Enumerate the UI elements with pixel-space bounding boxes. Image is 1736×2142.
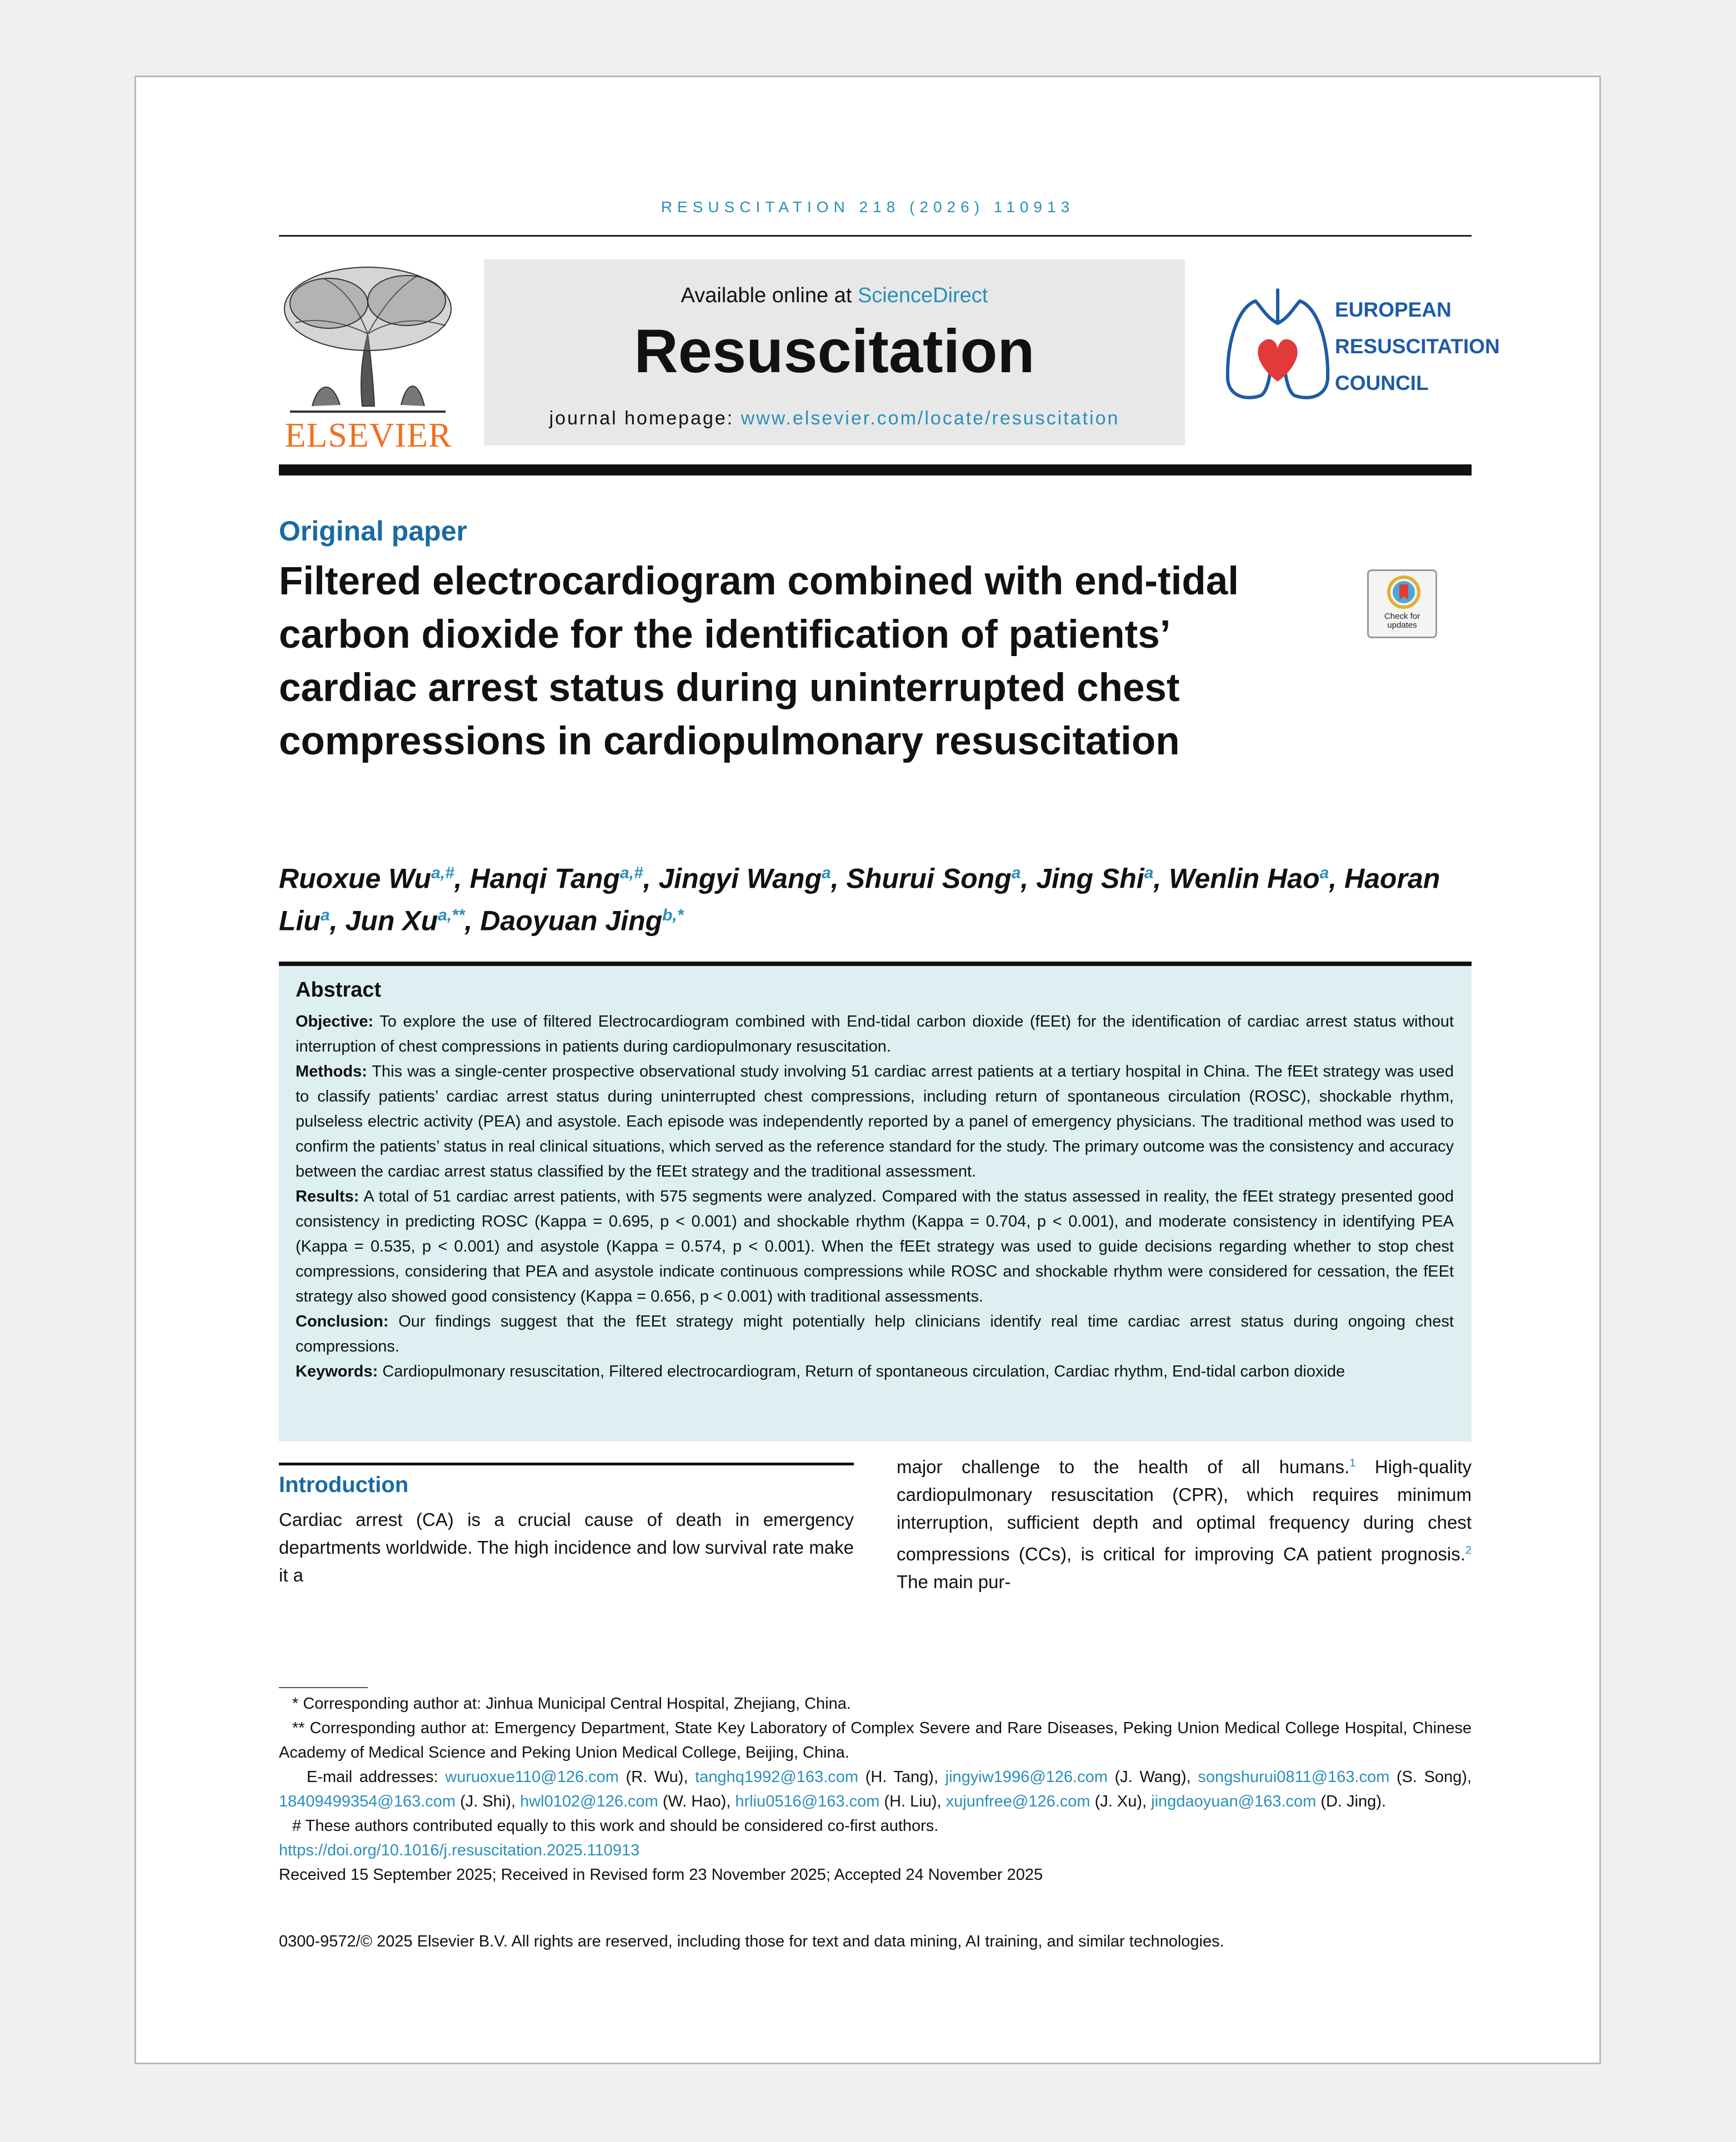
crossmark-icon: [1387, 575, 1420, 610]
introduction-rule: [279, 1463, 854, 1465]
journal-banner: [484, 259, 1185, 446]
received-dates: Received 15 September 2025; Received in Revised form 23 November 2025; Accepted 24 November 2025: [279, 1866, 1043, 1884]
author-name[interactable]: Jingyi Wang: [658, 863, 822, 894]
abstract-box: [279, 966, 1472, 1442]
footnote-rule: [279, 1687, 368, 1688]
abstract-body: [296, 1009, 1454, 1384]
corresponding-author-2: ** Corresponding author at: Emergency Department, State Key Laboratory of Complex Severe and Rare Diseases, Peking Union Medical College Hospital, Chinese Academy of Medical Science and Peking Union Medical College, Beijing, China.: [279, 1719, 1472, 1761]
article-type: Original paper: [279, 516, 467, 547]
reference-link-1[interactable]: 1: [1349, 1457, 1356, 1469]
abstract-heading: Abstract: [296, 978, 382, 1002]
email-owner: (J. Wang),: [1107, 1768, 1198, 1786]
intro-paragraph-2: [897, 1449, 1472, 1596]
objective-label: Objective:: [296, 1013, 374, 1030]
author-name[interactable]: Hanqi Tang: [469, 863, 620, 894]
email-link[interactable]: songshurui0811@163.com: [1198, 1768, 1390, 1786]
results-text: A total of 51 cardiac arrest patients, with 575 segments were analyzed. Compared with the status assessed in reality, the fEEt strategy presented good consistency in predicting ROSC (Kappa = 0.695, p < 0.001) and shockable rhythm (Kappa = 0.704, p < 0.001), and moderate consistency in identifying PEA (Kappa = 0.535, p < 0.001) and asystole (Kappa = 0.574, p < 0.001). When the fEEt strategy was used to guide decisions regarding whether to stop chest compressions, considering that PEA and asystole indicate continuous compressions while ROSC and shockable rhythm were considered for cessation, the fEEt strategy also showed good consistency (Kappa = 0.656, p < 0.001) with traditional assessments.: [296, 1188, 1454, 1305]
conclusion-label: Conclusion:: [296, 1313, 389, 1330]
check-for-updates-label: Check for updates: [1384, 612, 1420, 630]
copyright-line: 0300-9572/© 2025 Elsevier B.V. All rights are reserved, including those for text and data mining, AI training, and similar technologies.: [279, 1933, 1224, 1950]
email-owner: (D. Jing).: [1316, 1793, 1386, 1810]
body-column-right: [897, 1449, 1472, 1596]
abstract-keywords: [296, 1359, 1454, 1384]
introduction-heading: Introduction: [279, 1473, 409, 1497]
masthead-rule: [279, 464, 1472, 476]
email-link[interactable]: 18409499354@163.com: [279, 1793, 456, 1810]
author-name[interactable]: Daoyuan Jing: [480, 905, 663, 937]
sciencedirect-link[interactable]: ScienceDirect: [857, 284, 988, 307]
keywords-label: Keywords:: [296, 1363, 378, 1380]
author-affiliation[interactable]: a,#: [619, 864, 643, 882]
email-link[interactable]: wuruoxue110@126.com: [445, 1768, 619, 1786]
email-label: E-mail addresses:: [307, 1768, 446, 1786]
homepage-prefix: journal homepage:: [549, 408, 741, 429]
author-affiliation[interactable]: a: [1011, 864, 1021, 882]
abstract-methods: [296, 1059, 1454, 1184]
methods-text: This was a single-center prospective observational study involving 51 cardiac arrest patients at a tertiary hospital in China. The fEEt strategy was used to classify patients’ cardiac arrest status during uninterrupted chest compressions, including return of spontaneous circulation (ROSC), shockable rhythm, pulseless electric activity (PEA) and asystole. Each episode was independently reported by a panel of emergency physicians. The traditional method was used to confirm the patients’ status in real clinical situations, which served as the reference standard for the study. The primary outcome was the consistency and accuracy between the cardiac arrest status classified by the fEEt strategy and the traditional assessment.: [296, 1063, 1454, 1180]
email-link[interactable]: hrliu0516@163.com: [735, 1793, 880, 1810]
author-affiliation[interactable]: a: [822, 864, 831, 882]
author-name[interactable]: Wenlin Hao: [1169, 863, 1320, 894]
methods-label: Methods:: [296, 1063, 367, 1080]
erc-line-1: EUROPEAN: [1335, 298, 1452, 321]
email-owner: (H. Liu),: [879, 1793, 946, 1810]
available-online: [484, 284, 1185, 308]
header-rule: [279, 235, 1472, 237]
lungs-heart-icon: [1222, 284, 1333, 412]
available-prefix: Available online at: [681, 284, 858, 307]
author-affiliation[interactable]: b,*: [662, 905, 684, 924]
check-for-updates-button[interactable]: [1367, 569, 1437, 638]
intro-text-b: High-quality cardiopulmonary resuscitation (CPR), which requires minimum interruption, sufficient depth and optimal frequency during chest compressions (CCs), is critical for improving CA patient prognosis.: [897, 1457, 1472, 1564]
author-name[interactable]: Shurui Song: [846, 863, 1012, 894]
email-owner: (W. Hao),: [658, 1793, 736, 1810]
doi-link[interactable]: https://doi.org/10.1016/j.resuscitation.2025.110913: [279, 1841, 640, 1859]
reference-link-2[interactable]: 2: [1465, 1544, 1472, 1557]
abstract-objective: [296, 1009, 1454, 1059]
footnotes: [279, 1691, 1472, 1887]
intro-text-a: major challenge to the health of all humans.: [897, 1457, 1350, 1477]
keywords-text: Cardiopulmonary resuscitation, Filtered electrocardiogram, Return of spontaneous circulation, Cardiac rhythm, End-tidal carbon dioxide: [382, 1363, 1345, 1380]
email-owner: (J. Xu),: [1090, 1793, 1152, 1810]
email-owner: (R. Wu),: [618, 1768, 696, 1786]
email-link[interactable]: tanghq1992@163.com: [695, 1768, 859, 1786]
email-owner: (S. Song),: [1389, 1768, 1472, 1786]
results-label: Results:: [296, 1188, 359, 1205]
email-link[interactable]: jingyiw1996@126.com: [945, 1768, 1108, 1786]
email-link[interactable]: xujunfree@126.com: [945, 1793, 1090, 1810]
erc-wordmark: [1335, 292, 1500, 402]
email-link[interactable]: jingdaoyuan@163.com: [1151, 1793, 1317, 1810]
intro-text-c: The main pur-: [897, 1572, 1011, 1592]
elsevier-wordmark: ELSEVIER: [284, 417, 452, 454]
author-affiliation[interactable]: a,#: [431, 864, 454, 882]
journal-title: Resuscitation: [634, 317, 1035, 386]
body-column-left: [279, 1506, 854, 1589]
email-owner: (H. Tang),: [858, 1768, 945, 1786]
author-name[interactable]: Ruoxue Wu: [279, 863, 432, 894]
abstract-rule: [279, 962, 1472, 966]
author-name[interactable]: Haoran Liu: [279, 863, 1440, 937]
author-affiliation[interactable]: a: [320, 905, 330, 924]
erc-line-2: RESUSCITATION: [1335, 335, 1500, 358]
author-affiliation[interactable]: a,**: [438, 905, 465, 924]
author-name[interactable]: Jing Shi: [1036, 863, 1144, 894]
author-affiliation[interactable]: a: [1319, 864, 1329, 882]
article-title: Filtered electrocardiogram combined with end-tidal carbon dioxide for the identification of patients’ cardiac arrest status during uninterrupted chest compressions in cardiopulmonary resuscitation: [279, 559, 1239, 763]
intro-paragraph-1: Cardiac arrest (CA) is a crucial cause of death in emergency departments worldwide. The high incidence and low survival rate make it a: [279, 1509, 854, 1585]
author-affiliation[interactable]: a: [1144, 864, 1154, 882]
objective-text: To explore the use of filtered Electrocardiogram combined with End-tidal carbon dioxide (fEEt) for the identification of cardiac arrest status without interruption of chest compressions in patients during cardiopulmonary resuscitation.: [296, 1013, 1454, 1055]
erc-line-3: COUNCIL: [1335, 372, 1429, 394]
author-list: Ruoxue $Wu^{a,\#}$, Hanqi Tang$^{a,\#}$, Jingyi Wang$^a$, Shurui Song$^a$, Jing Shi$^a$, Wenlin Hao$^a$, Haoran Liu$^a$, Jun $Xu^{a,**}$, Daoyuan Jing$^{b,*}$: [279, 863, 1440, 937]
co-first-note: # These authors contributed equally to this work and should be considered co-first authors.: [292, 1817, 939, 1835]
conclusion-text: Our findings suggest that the fEEt strategy might potentially help clinicians identify real time cardiac arrest status during ongoing chest compressions.: [296, 1313, 1454, 1355]
email-addresses: [279, 1765, 1472, 1814]
homepage-link[interactable]: www.elsevier.com/locate/resuscitation: [741, 408, 1120, 429]
abstract-results: [296, 1184, 1454, 1309]
running-head: RESUSCITATION 218 (2026) 110913: [661, 198, 1075, 216]
email-owner: (J. Shi),: [456, 1793, 521, 1810]
article-page: [134, 76, 1601, 2064]
author-name[interactable]: Jun Xu: [345, 905, 438, 937]
email-link[interactable]: hwl0102@126.com: [520, 1793, 658, 1810]
journal-homepage: [484, 408, 1185, 429]
corresponding-author-1: * Corresponding author at: Jinhua Municipal Central Hospital, Zhejiang, China.: [292, 1695, 851, 1713]
abstract-conclusion: [296, 1309, 1454, 1359]
